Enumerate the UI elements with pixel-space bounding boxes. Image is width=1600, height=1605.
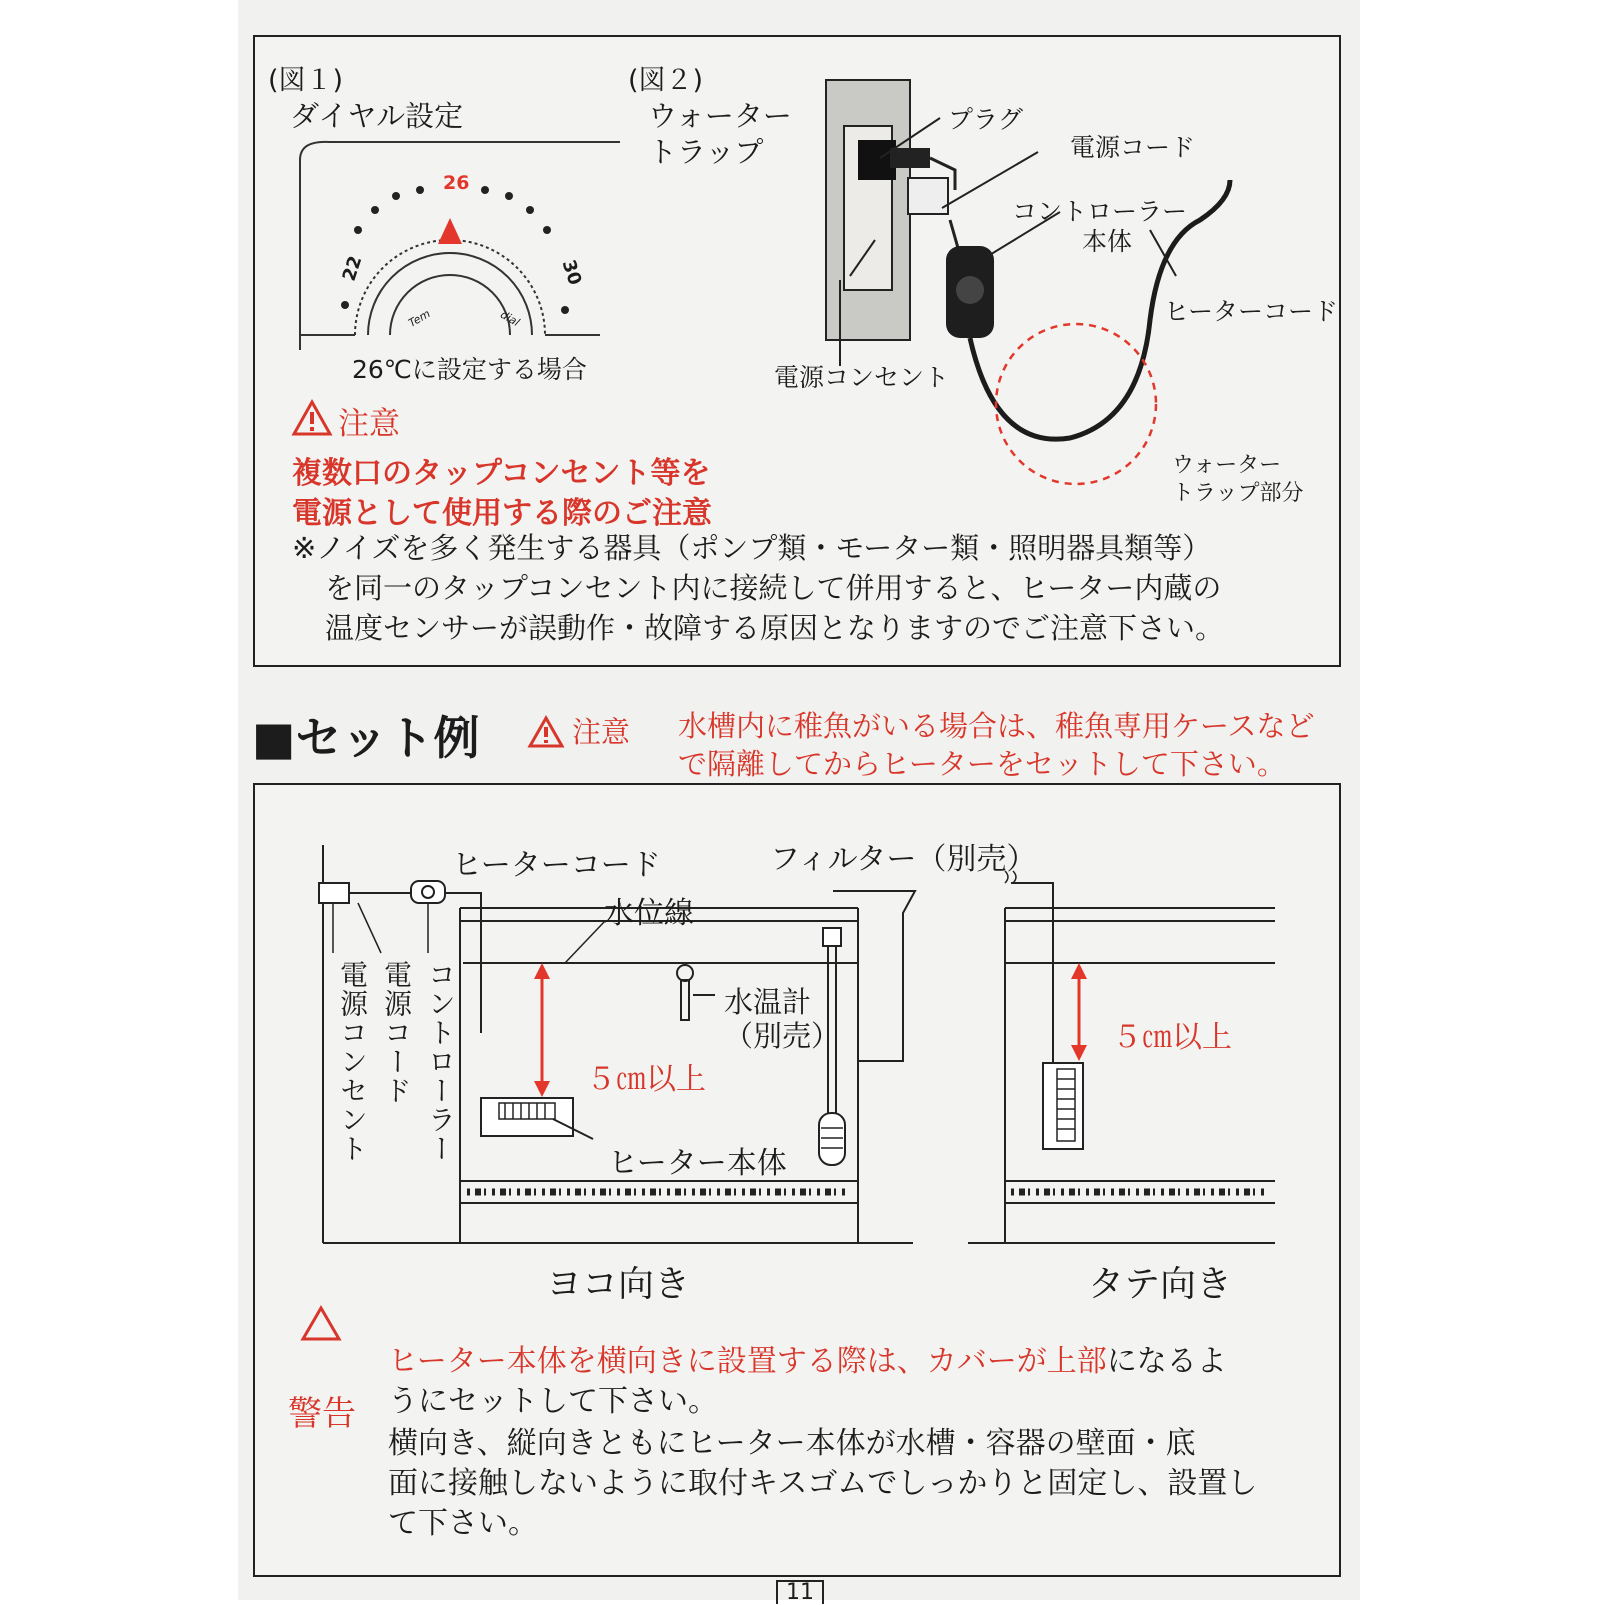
warning-line5: て下さい。	[388, 1506, 538, 1541]
dial-pointer-icon	[438, 218, 462, 244]
warning-line4: 面に接触しないように取付キスゴムでしっかりと固定し、設置し	[388, 1466, 1258, 1501]
power-cord-label: 電源コード	[1070, 133, 1196, 162]
water-line-label: 水位線	[604, 896, 694, 931]
filter-label: フィルター（別売）	[770, 842, 1037, 877]
thermometer-label-line2: （別売）	[724, 1019, 841, 1053]
controller-vertical-label: コントローラー	[424, 960, 457, 1163]
fig2-subtitle-line1: ウォーター	[648, 99, 792, 133]
fig1-title: (図１)	[268, 65, 344, 96]
dial-text-left: Tem	[406, 307, 433, 330]
fig1-caption: 26℃に設定する場合	[352, 355, 587, 384]
heater-cord-diagram-label: ヒーターコード	[452, 848, 661, 883]
controller-label-line1: コントローラー	[1012, 197, 1188, 226]
plug-label: プラグ	[948, 105, 1024, 134]
set-caution-line1: 水槽内に稚魚がいる場合は、稚魚専用ケースなど	[678, 709, 1315, 743]
dial-text-right: dial	[498, 307, 522, 330]
warning-red-text: ヒーター本体を横向きに設置する際は、カバーが上部	[388, 1344, 1107, 1379]
dial-value-30: 30	[557, 257, 586, 288]
depth-label-left: ５㎝以上	[586, 1062, 706, 1097]
arrow-down-icon	[534, 1081, 550, 1097]
caution-heading: 注意	[338, 406, 400, 442]
heater-cord-label: ヒーターコード	[1164, 297, 1339, 326]
page-number: 11	[776, 1580, 824, 1604]
set-example-heading: ■セット例	[252, 711, 480, 765]
fig2-subtitle-line2: トラップ	[648, 135, 764, 169]
fig1-subtitle: ダイヤル設定	[290, 99, 464, 133]
caution-note-line2: を同一のタップコンセント内に接続して併用すると、ヒーター内蔵の	[325, 571, 1222, 605]
cord-vertical-label: 電源コード	[380, 960, 413, 1105]
warning-line3: 横向き、縦向きともにヒーター本体が水槽・容器の壁面・底	[388, 1426, 1196, 1461]
set-caution-line2: で隔離してからヒーターをセットして下さい。	[678, 747, 1286, 781]
dial-value-26: 26	[443, 172, 470, 194]
warning-triangle-icon	[303, 1308, 339, 1339]
warning-triangle-icon	[292, 400, 332, 436]
outlet-label: 電源コンセント	[774, 363, 950, 392]
controller-label-line2: 本体	[1082, 227, 1133, 256]
depth-label-right: ５㎝以上	[1112, 1020, 1232, 1055]
trap-label-line1: ウォーター	[1172, 453, 1282, 478]
caution-red-line1: 複数口のタップコンセント等を	[292, 456, 711, 491]
caution-red-line2: 電源として使用する際のご注意	[292, 496, 712, 531]
warning-label: 警告	[288, 1394, 356, 1434]
dial-value-22: 22	[338, 253, 367, 284]
horizontal-caption: ヨコ向き	[546, 1264, 691, 1305]
outlet-vertical-label: 電源コンセント	[336, 960, 369, 1163]
trap-label-line2: トラップ部分	[1172, 481, 1304, 506]
vertical-caption: タテ向き	[1088, 1264, 1233, 1305]
set-caution-label: 注意	[572, 715, 631, 749]
thermometer-label-line1: 水温計	[724, 985, 812, 1019]
warning-black-text: になるよ	[1106, 1344, 1227, 1379]
heater-body-label: ヒーター本体	[608, 1146, 787, 1181]
fig2-title: (図２)	[628, 65, 704, 96]
caution-triangle-icon	[528, 716, 564, 748]
warning-line1	[388, 1336, 1227, 1380]
caution-note-line1: ※ノイズを多く発生する器具（ポンプ類・モーター類・照明器具類等）	[292, 531, 1212, 565]
arrow-up-icon	[534, 963, 550, 979]
temperature-dial-illustration	[290, 130, 620, 355]
caution-note-line3: 温度センサーが誤動作・故障する原因となりますのでご注意下さい。	[325, 611, 1225, 645]
warning-line2: うにセットして下さい。	[388, 1384, 718, 1419]
